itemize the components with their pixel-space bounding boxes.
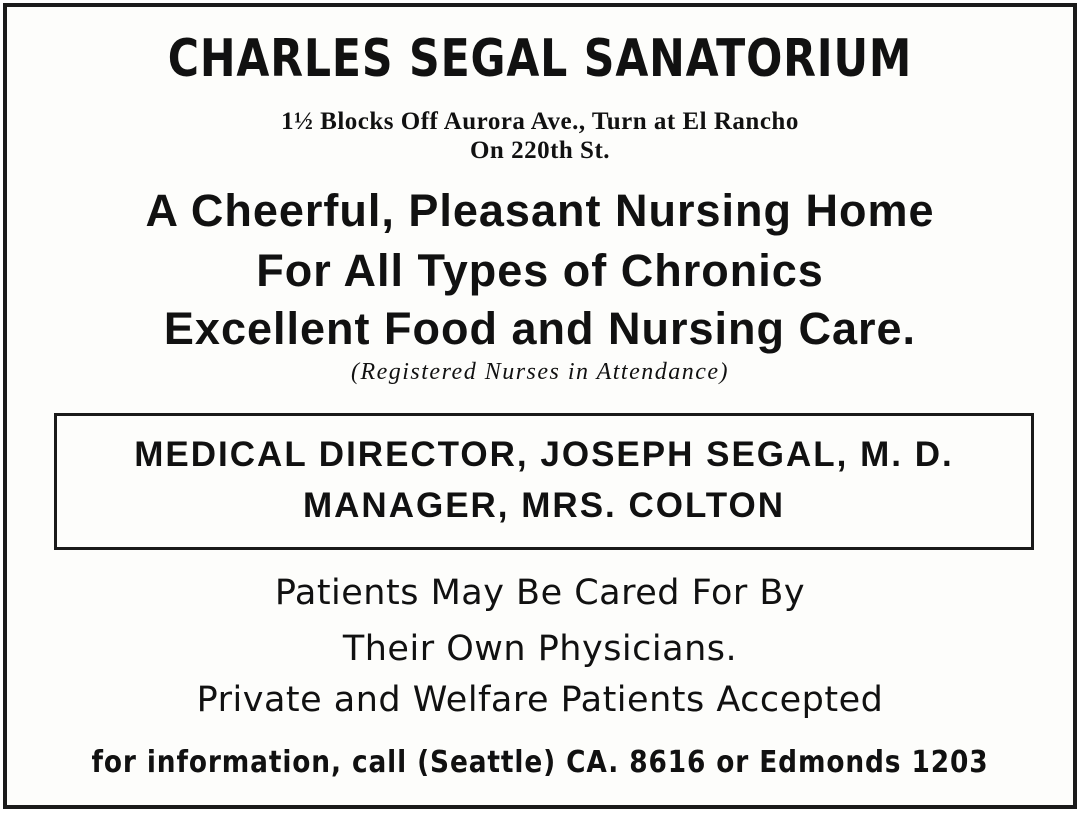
contact-info: for information, call (Seattle) CA. 8616 or Edmonds 1203 [91, 745, 989, 780]
headline-line-1: A Cheerful, Pleasant Nursing Home [145, 185, 935, 236]
medical-director: MEDICAL DIRECTOR, JOSEPH SEGAL, M. D. [134, 435, 954, 474]
headline-line-3: Excellent Food and Nursing Care. [163, 303, 917, 354]
address-line-1: 1½ Blocks Off Aurora Ave., Turn at El Rancho [281, 108, 799, 135]
manager: MANAGER, MRS. COLTON [302, 486, 786, 525]
advertisement [3, 3, 1077, 809]
headline-line-2: For All Types of Chronics [256, 245, 824, 296]
address-line-2: On 220th St. [469, 137, 611, 164]
ad-title: CHARLES SEGAL SANATORIUM [167, 29, 913, 89]
nurses-note: (Registered Nurses in Attendance) [350, 359, 730, 385]
body-line-2: Their Own Physicians. [342, 629, 738, 669]
staff-box [54, 413, 1034, 550]
body-line-1: Patients May Be Cared For By [274, 573, 806, 613]
body-line-3: Private and Welfare Patients Accepted [196, 680, 884, 720]
